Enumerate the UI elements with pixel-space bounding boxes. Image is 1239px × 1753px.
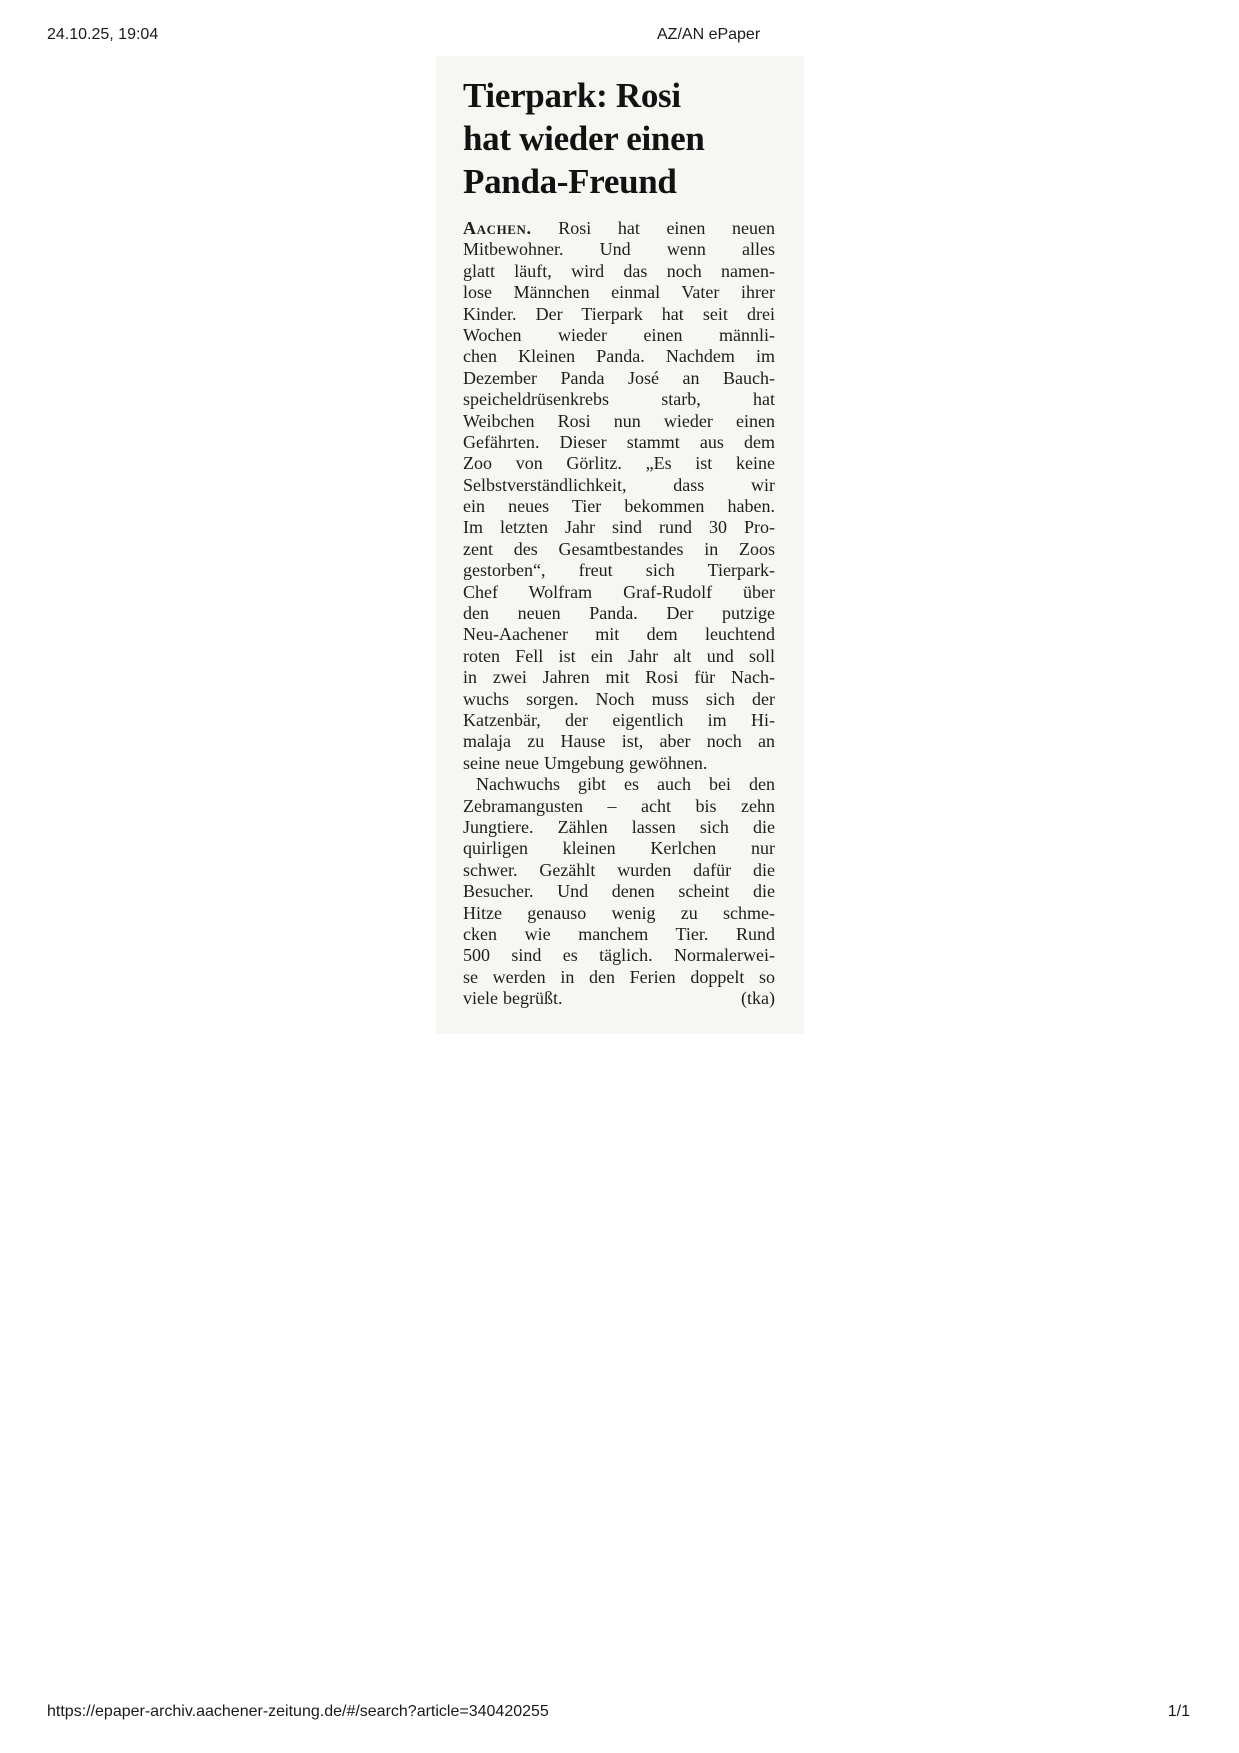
article-body-line: wuchs sorgen. Noch muss sich der xyxy=(463,688,775,709)
article-body-line: Dezember Panda José an Bauch- xyxy=(463,367,775,388)
article-body-line: den neuen Panda. Der putzige xyxy=(463,603,775,624)
headline-line: Panda-Freund xyxy=(463,162,677,201)
article-body-line: gestorben“, freut sich Tierpark- xyxy=(463,560,775,581)
article-body-line: Mitbewohner. Und wenn alles xyxy=(463,239,775,260)
article-body-line: se werden in den Ferien doppelt so xyxy=(463,966,775,987)
article-body-line xyxy=(463,988,775,1009)
article-body-line: lose Männchen einmal Vater ihrer xyxy=(463,282,775,303)
article-body-line: Weibchen Rosi nun wieder einen xyxy=(463,410,775,431)
page-indicator: 1/1 xyxy=(1167,1703,1190,1720)
article-body-line: Aachen. Rosi hat einen neuen xyxy=(463,218,775,238)
article-body-line: Im letzten Jahr sind rund 30 Pro- xyxy=(463,517,775,538)
article-body-line: zent des Gesamtbestandes in Zoos xyxy=(463,538,775,559)
article-body-line: Kinder. Der Tierpark hat seit drei xyxy=(463,303,775,324)
article-body-line: Hitze genauso wenig zu schme- xyxy=(463,902,775,923)
article-body-line: speicheldrüsenkrebs starb, hat xyxy=(463,389,775,410)
source-url: https://epaper-archiv.aachener-zeitung.de/#/search?article=340420255 xyxy=(47,1703,549,1720)
author-tag: (tka) xyxy=(741,988,775,1009)
article-body-line: Gefährten. Dieser stammt aus dem xyxy=(463,431,775,452)
article-body-line: Besucher. Und denen scheint die xyxy=(463,881,775,902)
article-body xyxy=(463,218,775,1009)
article-body-line: roten Fell ist ein Jahr alt und soll xyxy=(463,645,775,666)
article-body-line: in zwei Jahren mit Rosi für Nach- xyxy=(463,667,775,688)
article-body-line: seine neue Umgebung gewöhnen. xyxy=(463,752,708,773)
article-body-line: chen Kleinen Panda. Nachdem im xyxy=(463,346,775,367)
dateline: Aachen. xyxy=(463,218,532,238)
body-final-text: viele begrüßt. xyxy=(463,988,563,1009)
article-body-line: schwer. Gezählt wurden dafür die xyxy=(463,859,775,880)
article-body-line: Chef Wolfram Graf-Rudolf über xyxy=(463,581,775,602)
article-body-line: Selbstverständlichkeit, dass wir xyxy=(463,474,775,495)
article-body-line: ein neues Tier bekommen haben. xyxy=(463,496,775,517)
article-body-line: Nachwuchs gibt es auch bei den xyxy=(476,774,775,795)
print-datetime: 24.10.25, 19:04 xyxy=(47,26,159,43)
article-body-line: Zoo von Görlitz. „Es ist keine xyxy=(463,453,775,474)
article-body-line: 500 sind es täglich. Normalerwei- xyxy=(463,945,775,966)
article-body-line: quirligen kleinen Kerlchen nur xyxy=(463,838,775,859)
headline-line: Tierpark: Rosi xyxy=(463,76,681,115)
article-body-line: Zebramangusten – acht bis zehn xyxy=(463,795,775,816)
article-body-line: Wochen wieder einen männli- xyxy=(463,324,775,345)
article-body-line: cken wie manchem Tier. Rund xyxy=(463,923,775,944)
headline-line: hat wieder einen xyxy=(463,119,705,158)
article-headline xyxy=(463,74,779,203)
article-body-line: Neu-Aachener mit dem leuchtend xyxy=(463,624,775,645)
article-body-line: malaja zu Hause ist, aber noch an xyxy=(463,731,775,752)
article-body-line: Katzenbär, der eigentlich im Hi- xyxy=(463,709,775,730)
article-body-line: glatt läuft, wird das noch namen- xyxy=(463,260,775,281)
print-header-title: AZ/AN ePaper xyxy=(657,26,761,43)
article-body-line: Jungtiere. Zählen lassen sich die xyxy=(463,816,775,837)
